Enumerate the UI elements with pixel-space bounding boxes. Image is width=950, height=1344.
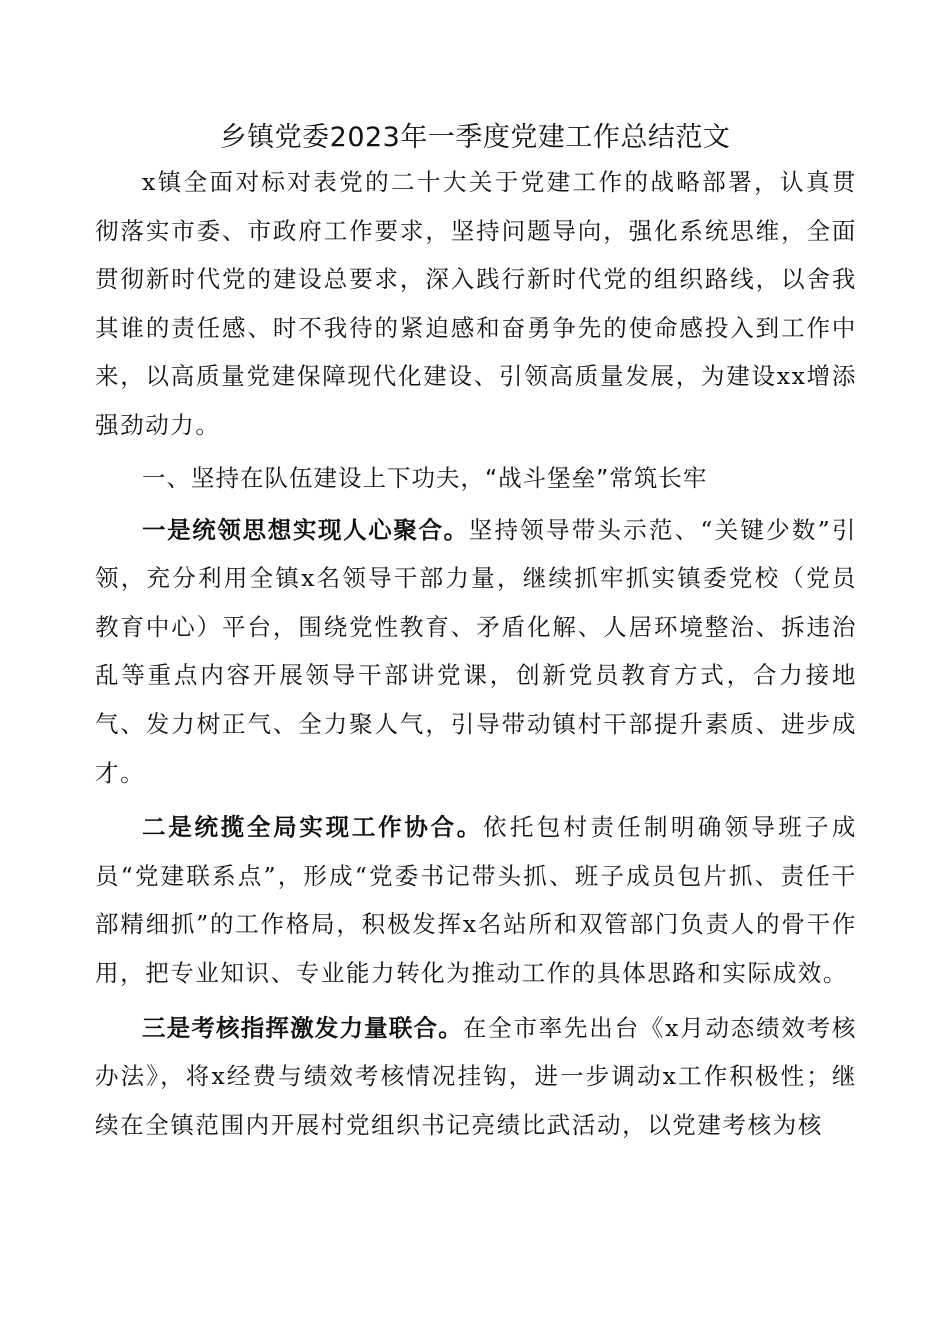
intro-paragraph: x镇全面对标对表党的二十大关于党建工作的战略部署，认真贯彻落实市委、市政府工作要求，坚持问题导向，强化系统思维，全面贯彻新时代党的建设总要求，深入践行新时代党的组织路线，以舍我其谁的责任感、时不我待的紧迫感和奋勇争先的使命感投入到工作中来，以高质量党建保障现代化建设、引领高质量发展，为建设xx增添强劲动力。 [95, 168, 857, 439]
item-text: 坚持领导带头示范、“关键少数”引领，充分利用全镇x名领导干部力量，继续抓牢抓实镇委党校（党员教育中心）平台，围绕党性教育、矛盾化解、人居环境整治、拆违治乱等重点内容开展领导干部讲党课，创新党员教育方式，合力接地气、发力树正气、全力聚人气，引导带动镇村干部提升素质、进步成才。 [95, 515, 857, 787]
document-title: 乡镇党委2023年一季度党建工作总结范文 [219, 122, 731, 153]
item-paragraph-3 [95, 1004, 857, 1150]
item-lead: 二是统揽全局实现工作协合。 [142, 813, 484, 842]
item-lead: 一是统领思想实现人心聚合。 [142, 515, 469, 544]
item-lead: 三是考核指挥激发力量联合。 [142, 1013, 463, 1042]
section-heading: 一、坚持在队伍建设上下功夫，“战斗堡垒”常筑长牢 [142, 463, 708, 492]
item-text: 依托包村责任制明确领导班子成员“党建联系点”，形成“党委书记带头抓、班子成员包片抓、责任干部精细抓”的工作格局，积极发挥x名站所和双管部门负责人的骨干作用，把专业知识、专业能力转化为推动工作的具体思路和实际成效。 [95, 813, 857, 987]
item-paragraph-1 [95, 506, 857, 798]
item-text: 在全市率先出台《x月动态绩效考核办法》，将x经费与绩效考核情况挂钩，进一步调动x工作积极性；继续在全镇范围内开展村党组织书记亮绩比武活动，以党建考核为核 [95, 1013, 857, 1139]
item-paragraph-2 [95, 803, 857, 997]
document-body [95, 158, 857, 1149]
